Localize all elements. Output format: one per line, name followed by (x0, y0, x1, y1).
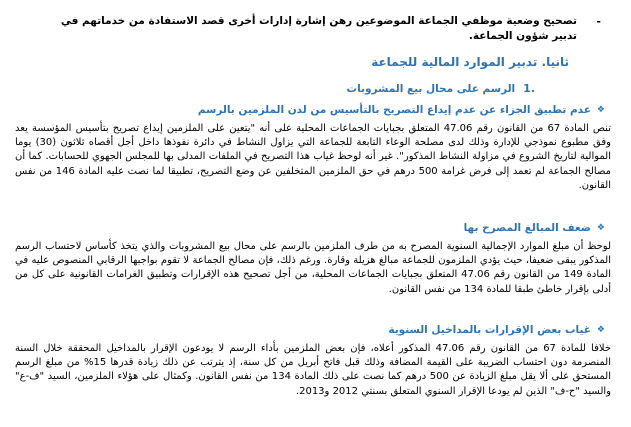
point-heading-label: عدم تطبيق الجزاء عن عدم إيداع التصريح بالتأسيس من لدن الملزمين بالرسم (197, 104, 591, 116)
diamond-bullet-icon: ❖ (596, 105, 605, 115)
point-heading-label: غياب بعض الإقرارات بالمداخيل السنوية (388, 324, 591, 336)
point-heading-3 (388, 324, 605, 336)
bullet-text: تصحيح وضعية موظفي الجماعة الموضوعين رهن إشارة إدارات أخرى قصد الاستفادة من خدماتهم في تدبير شؤون الجماعة. (60, 15, 577, 42)
paragraph-1: تنص المادة 67 من القانون رقم 47.06 المتعلق بجبايات الجماعات المحلية على أنه "يتعين على الملزمين إيداع تصريح بتأسيس المؤسسة يعد وفق مطبوع نموذجي للإدارة وذلك لدى مصلحة الوعاء التابعة للجماعة التي يزاول النشاط في دائرة نفوذها داخل أجل أقصاه ثلاثون (30) يوما الموالية لتاريخ الشروع في مزاولة النشاط المذكور". غير أنه لوحظ غياب هذا التصريح في الملفات المدلى بها للمجلس الجهوي للحسابات. كما أن مصالح الجماعة لم تعمد إلى فرض غرامة 500 درهم في حق الملزمين المتخلفين عن وضع التصريح، تطبيقا لما نصت عليه المادة 146 من نفس القانون. (15, 123, 612, 191)
diamond-bullet-icon: ❖ (596, 223, 605, 233)
subsection-label: الرسم على محال بيع المشروبات (346, 82, 516, 95)
diamond-bullet-icon: ❖ (596, 325, 605, 335)
point-heading-label: ضعف المبالغ المصرح بها (463, 222, 591, 234)
point-heading-2 (464, 222, 605, 234)
subsection-number: .1 (523, 82, 535, 95)
bullet-dash: - (596, 15, 601, 28)
bullet-item (41, 14, 601, 44)
paragraph-3: خلافا للمادة 67 من القانون رقم 47.06 المذكور أعلاه، فإن بعض الملزمين بأداء الرسم لا يودعون الإقرار بالمداخيل المحققة خلال السنة المنصرمة دون احتساب الضريبة على القيمة المضافة وذلك قبل فاتح أبريل من كل سنة، إذ يترتب عن ذلك زيادة قدرها 15% من مبلغ الرسم المستحق على ألا يقل مبلغ الزيادة عن 500 درهم كما نصت على ذلك المادة 134 من نفس القانون. وكمثال على هؤلاء الملزمين، السيد "ف-ع" والسيد "ح-ف" الذين لم يودعا الإقرار السنوي المتعلق بسنتي 2012 و2013. (15, 343, 612, 397)
paragraph-2: لوحظ أن مبلغ الموارد الإجمالية السنوية المصرح به من طرف الملزمين بالرسم على محال بيع المشروبات والذي يتخذ كأساس لاحتساب الرسم المذكور يبقى ضعيفا، حيث يؤدي الملزمون للجماعة مبالغ هزيلة وقارة. ورغم ذلك، فإن مصالح الجماعة لا تقوم بواجبها الرقابي المنصوص عليه في المادة 149 من القانون رقم 47.06 المتعلق بجبايات الجماعات المحلية، من أجل تصحيح هذه الإقرارات وتطبيق الغرامات القانونية على كل من أدلى بإقرار خاطئ طبقا للمادة 134 من نفس القانون. (15, 241, 612, 295)
point-heading-1 (198, 104, 605, 116)
section-heading: ثانيا. تدبير الموارد المالية للجماعة (371, 55, 569, 69)
subsection-heading (347, 82, 535, 95)
